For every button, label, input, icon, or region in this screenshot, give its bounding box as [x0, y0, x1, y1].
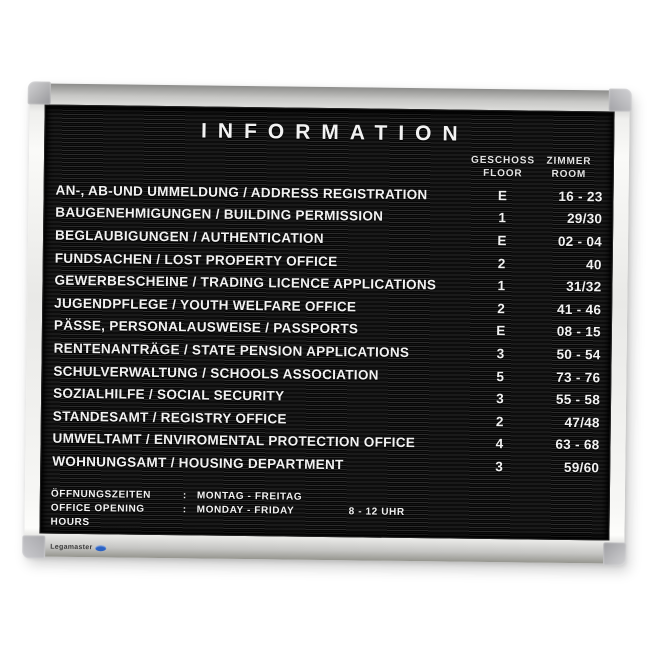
- letter-board: [24, 83, 630, 563]
- column-header-floor-en: FLOOR: [483, 167, 523, 180]
- office-room: 41 - 46: [556, 301, 602, 318]
- office-floor: 1: [498, 210, 507, 226]
- office-name: RENTENANTRÄGE / STATE PENSION APPLICATIONS: [53, 340, 410, 360]
- office-room: 29/30: [566, 211, 603, 227]
- column-header-floor: [471, 154, 535, 181]
- legamaster-logo: [50, 544, 106, 552]
- opening-hours-time: 8 - 12 UHR: [348, 505, 405, 518]
- office-name: WOHNUNGSAMT / HOUSING DEPARTMENT: [52, 453, 344, 473]
- frame-corner-top-left: [28, 81, 51, 104]
- office-room: 50 - 54: [556, 346, 601, 363]
- frame-corner-bottom-left: [22, 535, 45, 558]
- opening-hours-label-de: ÖFFNUNGSZEITEN: [50, 488, 152, 501]
- office-name: PÄSSE, PERSONALAUSWEISE / PASSPORTS: [53, 318, 359, 337]
- office-room: 59/60: [563, 459, 600, 476]
- legamaster-logo-text: Legamaster: [50, 543, 93, 552]
- office-floor: E: [497, 187, 508, 203]
- office-floor: E: [497, 233, 507, 249]
- office-floor: 3: [495, 458, 504, 475]
- office-room: 08 - 15: [556, 324, 602, 340]
- office-room: 47/48: [564, 414, 600, 431]
- office-room: 02 - 04: [557, 233, 603, 250]
- office-room: 16 - 23: [558, 188, 603, 205]
- opening-hours: [50, 487, 598, 536]
- office-floor: 4: [495, 436, 504, 452]
- office-floor: 2: [497, 255, 506, 271]
- office-name: UMWELTAMT / ENVIROMENTAL PROTECTION OFFICE: [52, 430, 416, 451]
- frame-corner-bottom-right: [603, 542, 626, 565]
- opening-hours-colon-1: :: [182, 489, 187, 502]
- directory-rows: [41, 179, 613, 480]
- legamaster-oval-icon: [96, 545, 107, 551]
- office-floor: 2: [495, 413, 504, 429]
- column-header-floor-de: GESCHOSS: [470, 154, 536, 167]
- frame-corner-top-right: [609, 88, 632, 111]
- office-name: BEGLAUBIGUNGEN / AUTHENTICATION: [54, 227, 324, 246]
- office-name: BAUGENEHMIGUNGEN / BUILDING PERMISSION: [55, 205, 384, 225]
- office-floor: 3: [496, 346, 505, 362]
- column-headers: [45, 149, 613, 182]
- office-room: 31/32: [566, 279, 602, 295]
- office-name: SCHULVERWALTUNG / SCHOOLS ASSOCIATION: [53, 363, 379, 383]
- column-header-room-en: ROOM: [551, 168, 587, 181]
- office-room: 73 - 76: [556, 369, 601, 385]
- office-room: 63 - 68: [555, 437, 600, 453]
- office-floor: 1: [497, 278, 506, 294]
- office-room: 40: [586, 256, 602, 272]
- office-name: JUGENDPFLEGE / YOUTH WELFARE OFFICE: [54, 295, 357, 315]
- opening-hours-label-en: OFFICE OPENING HOURS: [50, 502, 145, 528]
- column-header-spacer: [55, 149, 471, 180]
- opening-hours-colon-2: :: [182, 503, 187, 516]
- office-floor: 3: [496, 391, 505, 407]
- office-name: AN-, AB-UND UMMELDUNG / ADDRESS REGISTRATION: [55, 182, 428, 203]
- office-name: STANDESAMT / REGISTRY OFFICE: [52, 408, 287, 427]
- board-title: INFORMATION: [200, 119, 469, 146]
- office-floor: 5: [496, 368, 505, 384]
- column-header-room: [535, 155, 603, 182]
- office-name: SOZIALHILFE / SOCIAL SECURITY: [53, 385, 285, 404]
- office-name: GEWERBESCHEINE / TRADING LICENCE APPLICATIONS: [54, 272, 437, 293]
- office-floor: E: [496, 323, 506, 339]
- opening-hours-days-de: MONTAG - FREITAG: [196, 490, 303, 503]
- board-surface: [39, 105, 614, 541]
- office-room: 55 - 58: [555, 391, 601, 408]
- column-header-room-de: ZIMMER: [546, 155, 592, 168]
- opening-hours-days-en: MONDAY - FRIDAY: [196, 504, 295, 517]
- office-floor: 2: [497, 300, 506, 316]
- office-name: FUNDSACHEN / LOST PROPERTY OFFICE: [54, 250, 338, 269]
